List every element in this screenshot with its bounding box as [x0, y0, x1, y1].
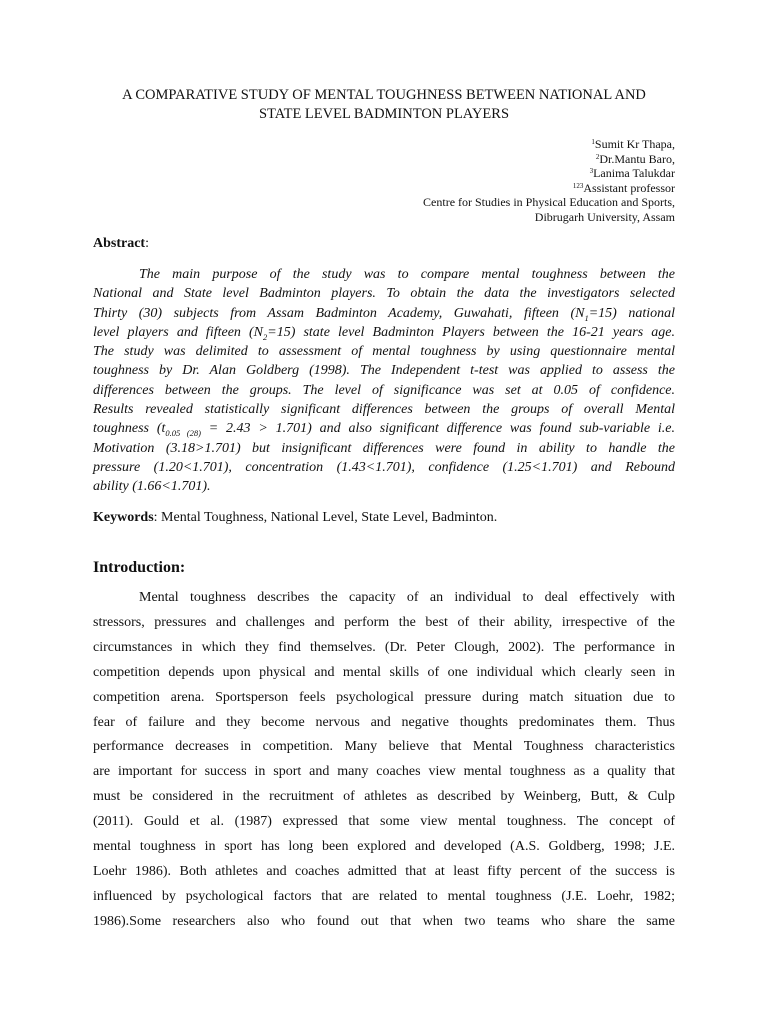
abstract-subscript: 0.05 (28) [165, 428, 201, 439]
introduction-line: influenced by psychological factors that are related to mental toughness (J.E. Loehr, 1982; [93, 888, 675, 904]
introduction-line: circumstances in which they find themselves. (Dr. Peter Clough, 2002). The performance in [93, 639, 675, 655]
author-line [423, 137, 675, 152]
author-affiliation: Centre for Studies in Physical Education and Sports, [423, 195, 675, 210]
abstract-line: pressure (1.20<1.701), concentration (1.43<1.701), confidence (1.25<1.701) and Rebound [93, 459, 675, 475]
author-affil-mark: 123 [572, 181, 584, 190]
abstract-fragment: level players and fifteen (N [93, 324, 264, 340]
author-line [423, 166, 675, 181]
introduction-line: 1986).Some researchers also who found out that when two teams who share the same [93, 913, 675, 929]
abstract-line: differences between the groups. The level of significance was set at 0.05 of confidence. [93, 382, 675, 398]
abstract-fragment: toughness (t [93, 421, 166, 437]
introduction-line: (2011). Gould et al. (1987) expressed that some view mental toughness. The concept of [93, 814, 675, 830]
abstract-heading-colon: : [145, 236, 149, 251]
author-university: Dibrugarh University, Assam [534, 209, 675, 224]
introduction-line: Mental toughness describes the capacity of an individual to deal effectively with [139, 590, 675, 605]
author-name: Dr.Mantu Baro, [599, 151, 675, 166]
abstract-text [93, 265, 675, 497]
abstract-line [93, 419, 675, 438]
introduction-line: must be considered in the recruitment of athletes as described by Weinberg, Butt, & Culp [93, 789, 675, 805]
keywords-line [93, 509, 497, 527]
keywords-label: Keywords [93, 510, 154, 525]
author-role-text: Assistant professor [583, 180, 675, 195]
abstract-line: National and State level Badminton players. To obtain the data the investigators selected [93, 286, 675, 302]
abstract-heading [93, 235, 149, 253]
abstract-line [93, 304, 675, 323]
author-line [423, 152, 675, 167]
author-block [423, 137, 675, 225]
introduction-line: are important for success in sport and many coaches view mental toughness as a quality that [93, 764, 675, 780]
author-affil-mark: 1 [591, 138, 595, 146]
title-line-2: STATE LEVEL BADMINTON PLAYERS [258, 106, 510, 122]
abstract-line: Results revealed statistically significant differences between the groups of overall Mental [93, 402, 675, 418]
abstract-line: Motivation (3.18>1.701) but insignificant differences were found in ability to handle the [93, 440, 675, 456]
abstract-line: toughness by Dr. Alan Goldberg (1998). The Independent t-test was applied to assess the [93, 363, 675, 379]
introduction-line: competition depends upon physical and mental skills of one individual which clearly seen in [93, 664, 675, 680]
introduction-heading: Introduction: [93, 559, 186, 576]
abstract-subscript: 1 [584, 312, 589, 323]
author-name: Lanima Talukdar [593, 166, 675, 181]
title-line-1: A COMPARATIVE STUDY OF MENTAL TOUGHNESS BETWEEN NATIONAL AND [122, 87, 646, 103]
introduction-line: Loehr 1986). Both athletes and coaches admitted that at least fifty percent of the success is [93, 863, 675, 879]
abstract-line: ability (1.66<1.701). [93, 479, 211, 495]
abstract-line: The study was delimited to assessment of mental toughness by using questionnaire mental [93, 344, 675, 360]
introduction-line: fear of failure and they become nervous and negative thoughts predominates them. Thus [93, 714, 675, 730]
author-role [423, 181, 675, 196]
abstract-fragment: = 2.43 > 1.701) and also significant difference was found sub-variable i.e. [200, 421, 675, 437]
abstract-subscript: 2 [263, 331, 268, 342]
author-affil-mark: 2 [595, 152, 600, 161]
abstract-line [93, 323, 675, 342]
abstract-fragment: Thirty (30) subjects from Assam Badminton Academy, Guwahati, fifteen (N [93, 305, 585, 321]
introduction-line: mental toughness in sport has long been explored and developed (A.S. Goldberg, 1998; J.E. [93, 839, 675, 855]
paper-title [80, 86, 688, 124]
introduction-line: performance decreases in competition. Many believe that Mental Toughness characteristics [93, 739, 675, 755]
abstract-fragment: =15) state level Badminton Players between the 16-21 years age. [267, 324, 675, 340]
abstract-heading-label: Abstract [93, 236, 146, 251]
abstract-line: The main purpose of the study was to compare mental toughness between the [139, 267, 675, 282]
author-affil-mark: 3 [589, 167, 594, 176]
introduction-line: stressors, pressures and challenges and perform the best of their ability, irrespective of the [93, 614, 675, 630]
keywords-text: : Mental Toughness, National Level, State Level, Badminton. [153, 510, 498, 525]
author-name: Sumit Kr Thapa, [594, 137, 675, 151]
introduction-line: competition arena. Sportsperson feels psychological pressure during match situation due to [93, 689, 675, 705]
abstract-fragment: =15) national [588, 305, 675, 321]
introduction-text [93, 586, 675, 935]
